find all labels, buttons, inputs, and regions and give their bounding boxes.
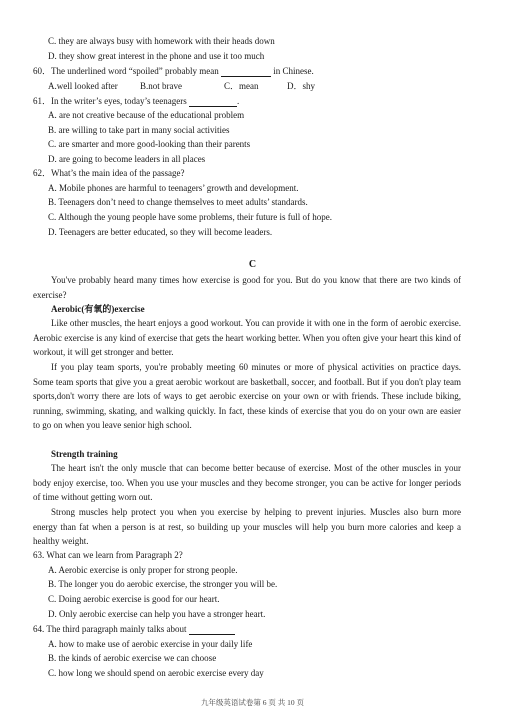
q63-stem: 63. What can we learn from Paragraph 2? [33, 550, 183, 560]
q60-option-c: C．mean [224, 81, 259, 91]
q60-stem-text: 60．The underlined word “spoiled” probably mean [33, 66, 219, 76]
q64-stem-text: 64. The third paragraph mainly talks about [33, 624, 187, 634]
q61-stem-text: 61．In the writer’s eyes, today’s teenagers [33, 96, 187, 106]
q64-option-b: B. the kinds of aerobic exercise we can choose [48, 653, 217, 663]
aerobic-paragraph-2: If you play team sports, you're probably meeting 60 minutes or more of physical activities on practice days. Some team sports that give you a great aerobic workout are basketball, soccer, and football. But if you don't play team sports,don't worry there are lots of ways to get aerobic exercise on your own or with friends. These include biking, running, swimming, skating, and walking quickly. In fact, these kinds of exercise that you do on your own are easier to go on when you leave senior high school. [33, 362, 461, 431]
q62-option-d: D. Teenagers are better educated, so they will become leaders. [48, 227, 273, 237]
q63-option-b: B. The longer you do aerobic exercise, the stronger you will be. [48, 579, 278, 589]
q61-answer-blank [189, 96, 240, 107]
strength-heading: Strength training [51, 449, 118, 459]
q64-option-a: A. how to make use of aerobic exercise in your daily life [48, 639, 253, 649]
q64-answer-blank [189, 625, 235, 635]
q62-option-a: A. Mobile phones are harmful to teenagers’ growth and development. [48, 183, 299, 193]
q62-option-b: B. Teenagers don’t need to change themselves to meet adults’ standards. [48, 197, 308, 207]
section-c-heading: C [248, 259, 257, 270]
q60-stem [33, 66, 314, 77]
q61-stem-end: . [237, 96, 240, 106]
q64-option-c: C. how long we should spend on aerobic exercise every day [48, 668, 264, 678]
q61-stem [33, 96, 239, 107]
aerobic-paragraph-1: Like other muscles, the heart enjoys a good workout. You can provide it with one in the form of aerobic exercise. Aerobic exercise is any kind of exercise that gets the heart working better. When you often give your heart this kind of workout, it will get stronger and better. [33, 318, 461, 358]
aerobic-heading: Aerobic(有氧的)exercise [51, 304, 145, 314]
q62-stem: 62．What’s the main idea of the passage? [33, 168, 185, 178]
q63-option-d: D. Only aerobic exercise can help you have a stronger heart. [48, 609, 266, 619]
page-footer: 九年级英语试卷第 6 页 共 10 页 [200, 698, 305, 707]
q60-stem-end: in Chinese. [273, 66, 314, 76]
q63-option-c: C. Doing aerobic exercise is good for our heart. [48, 594, 220, 604]
q62-option-c: C. Although the young people have some problems, their future is full of hope. [48, 212, 332, 222]
q61-option-c: C. are smarter and more good-looking than their parents [48, 139, 251, 149]
q61-option-b: B. are willing to take part in many social activities [48, 125, 230, 135]
q64-stem [33, 624, 235, 635]
strength-paragraph-1: The heart isn't the only muscle that can become better because of exercise. Most of the other muscles in your body enjoy exercise, too. When you use your muscles and they become stronger, you can be active for longer periods of time without getting worn out. [33, 463, 461, 503]
section-c-intro: You've probably heard many times how exercise is good for you. But do you know that there are two kinds of exercise? [33, 275, 461, 300]
strength-paragraph-2: Strong muscles help protect you when you exercise by helping to prevent injuries. Muscles also burn more energy than fat when a person is at rest, so building up your muscles will help you burn more calories and keep a healthy weight. [33, 507, 461, 547]
q61-option-d: D. are going to become leaders in all places [48, 154, 206, 164]
q60-answer-blank [221, 67, 271, 77]
q61-option-a: A. are not creative because of the educational problem [48, 110, 245, 120]
q59-option-c: C. they are always busy with homework with their heads down [48, 36, 275, 46]
q60-option-a: A.well looked after [48, 81, 118, 91]
q60-option-b: B.not brave [140, 81, 182, 91]
q59-option-d: D. they show great interest in the phone and use it too much [48, 51, 265, 61]
q60-option-d: D．shy [287, 81, 316, 91]
q63-option-a: A. Aerobic exercise is only proper for strong people. [48, 565, 238, 575]
